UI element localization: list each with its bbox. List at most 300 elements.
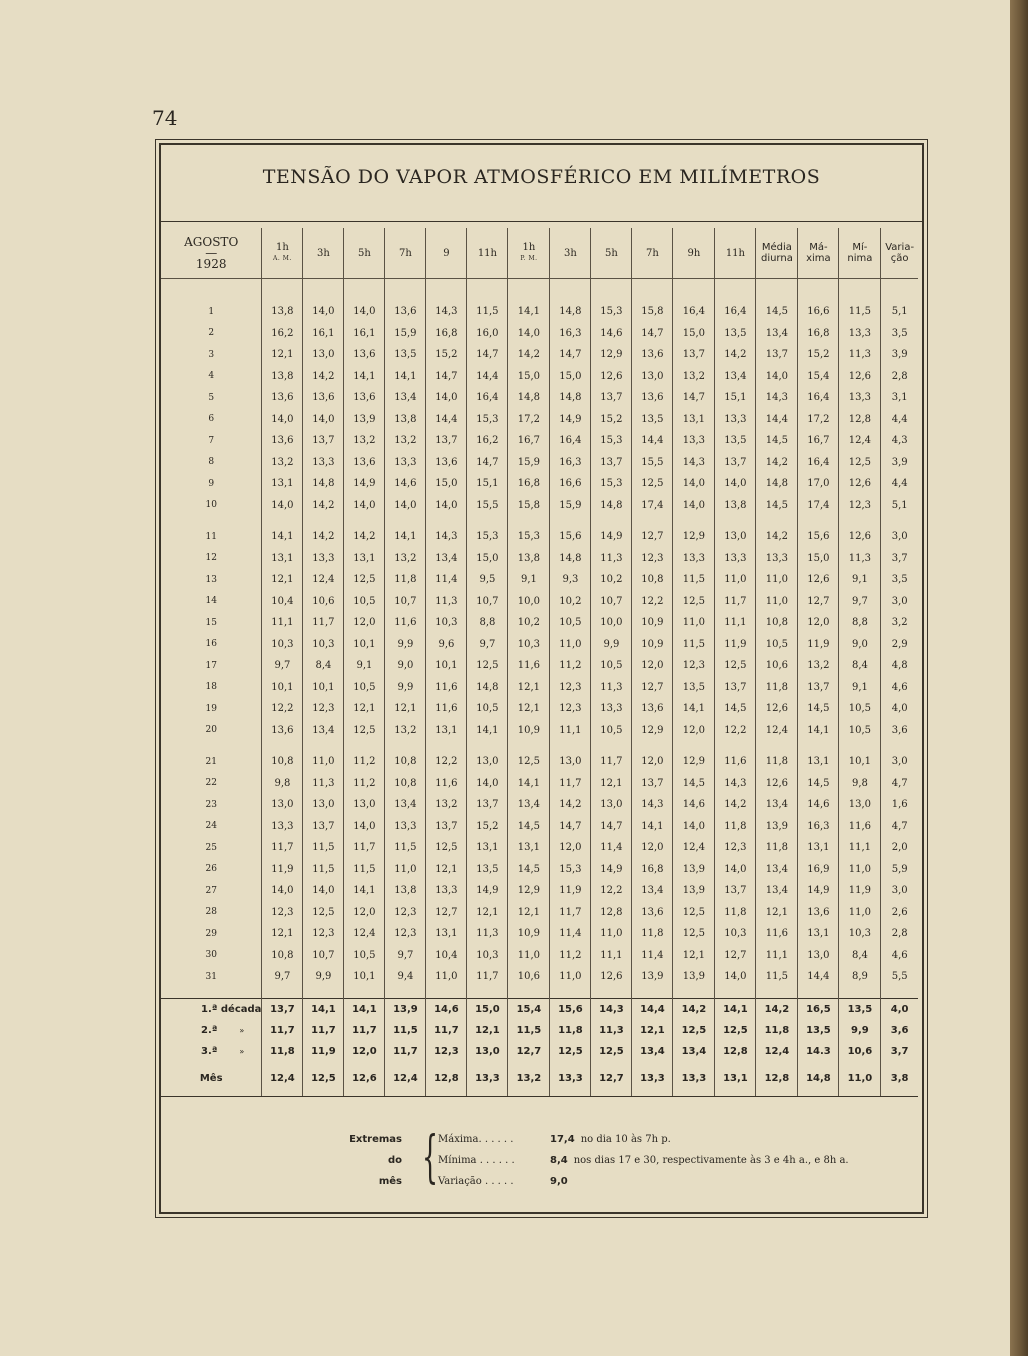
extremes-labels [340, 1129, 402, 1192]
value-cell: 3,7 [881, 548, 918, 570]
value-cell: 12,4 [303, 569, 344, 591]
value-cell: 14,7 [467, 452, 508, 474]
value-cell: 13,1 [344, 548, 385, 570]
value-cell: 13,5 [385, 344, 426, 366]
value-cell: 13,0 [798, 945, 839, 967]
value-cell: 14,9 [591, 859, 632, 881]
value-cell: 12,5 [673, 591, 715, 613]
day-cell: 28 [205, 907, 217, 918]
value-cell: 11,9 [262, 859, 303, 881]
extreme-min [438, 1150, 849, 1171]
value-cell: 14,3 [673, 452, 715, 474]
spacer-cell [839, 516, 881, 526]
value-cell: 14,7 [673, 387, 715, 409]
value-cell: 12,7 [798, 591, 839, 613]
hour-header [385, 228, 426, 279]
spacer-cell [508, 988, 550, 999]
value-cell: 13,6 [344, 344, 385, 366]
spacer-cell [673, 279, 715, 302]
value-cell: 15,2 [426, 344, 467, 366]
spacer-cell [881, 741, 918, 751]
value-cell: 14,2 [673, 998, 715, 1020]
value-cell: 12,3 [385, 902, 426, 924]
extreme-key: Mínima . . . . . . [438, 1155, 515, 1166]
value-cell: 12,2 [262, 698, 303, 720]
value-cell: 12,3 [303, 698, 344, 720]
value-cell: 12,0 [632, 837, 673, 859]
value-cell: 14,2 [756, 452, 798, 474]
value-cell: 4,0 [881, 698, 918, 720]
value-cell: 2,8 [881, 923, 918, 945]
hour-header [426, 228, 467, 279]
value-cell: 14,0 [344, 495, 385, 517]
value-cell: 9,3 [550, 569, 591, 591]
value-cell: 14,1 [508, 773, 550, 795]
value-cell: 17,4 [798, 495, 839, 517]
summary-row [161, 1020, 918, 1041]
value-cell: 11,7 [426, 1020, 467, 1041]
value-cell: 14,0 [344, 816, 385, 838]
value-cell: 11,6 [839, 816, 881, 838]
extreme-detail: no dia 10 às 7h p. [580, 1134, 671, 1145]
value-cell: 13,3 [839, 323, 881, 345]
value-cell: 13,0 [303, 794, 344, 816]
hour-header [508, 228, 550, 279]
book-binding [1010, 0, 1028, 1356]
value-cell: 16,7 [508, 430, 550, 452]
day-cell: 23 [205, 799, 217, 810]
hour-header [632, 228, 673, 279]
value-cell: 12,7 [632, 526, 673, 548]
value-cell: 13,5 [839, 998, 881, 1020]
value-cell: 11,6 [426, 677, 467, 699]
value-cell: 9,9 [385, 677, 426, 699]
value-cell: 5,1 [881, 301, 918, 323]
value-cell: 15,6 [550, 998, 591, 1020]
value-cell: 14,9 [550, 409, 591, 431]
value-cell: 11,0 [385, 859, 426, 881]
spacer-cell [467, 279, 508, 302]
value-cell: 13,4 [508, 794, 550, 816]
value-cell: 13,3 [426, 880, 467, 902]
value-cell: 12,9 [508, 880, 550, 902]
extremes-brace: { [422, 1125, 439, 1190]
value-cell: 14,8 [756, 473, 798, 495]
value-cell: 10,3 [467, 945, 508, 967]
table-row [161, 794, 918, 816]
value-cell: 12,1 [756, 902, 798, 924]
extreme-key: Máxima. . . . . . [438, 1134, 514, 1145]
spacer-cell [161, 988, 262, 999]
value-cell: 14,0 [673, 816, 715, 838]
value-cell: 13,9 [756, 816, 798, 838]
value-cell: 12,5 [344, 569, 385, 591]
value-cell: 12,4 [839, 430, 881, 452]
value-cell: 15,4 [508, 998, 550, 1020]
spacer-cell [262, 516, 303, 526]
value-cell: 13,0 [550, 751, 591, 773]
month-label: AGOSTO [184, 234, 239, 249]
value-cell: 12,3 [632, 548, 673, 570]
value-cell: 13,6 [632, 698, 673, 720]
value-cell: 13,4 [632, 880, 673, 902]
hour-label: 5h [605, 247, 618, 259]
day-cell: 4 [208, 371, 215, 382]
spacer-cell [798, 516, 839, 526]
value-cell: 12,3 [550, 698, 591, 720]
day-cell: 24 [205, 821, 217, 832]
summary-label [161, 998, 262, 1020]
value-cell: 13,3 [550, 1062, 591, 1097]
table-row [161, 773, 918, 795]
table-row [161, 902, 918, 924]
value-cell: 14,1 [715, 998, 756, 1020]
value-cell: 12,1 [508, 902, 550, 924]
value-cell: 16,5 [798, 998, 839, 1020]
value-cell: 13,2 [673, 366, 715, 388]
value-cell: 4,4 [881, 409, 918, 431]
value-cell: 14,1 [385, 366, 426, 388]
table-row [161, 409, 918, 431]
value-cell: 13,2 [262, 452, 303, 474]
vapor-pressure-table [161, 228, 918, 1097]
value-cell: 12,5 [303, 1062, 344, 1097]
value-cell: 16,1 [303, 323, 344, 345]
value-cell: 8,4 [839, 655, 881, 677]
value-cell: 4,8 [881, 655, 918, 677]
value-cell: 12,6 [756, 698, 798, 720]
value-cell: 11,7 [550, 902, 591, 924]
value-cell: 16,8 [632, 859, 673, 881]
value-cell: 13,6 [385, 301, 426, 323]
value-cell: 15,2 [798, 344, 839, 366]
value-cell: 14,1 [303, 998, 344, 1020]
value-cell: 8,8 [467, 612, 508, 634]
value-cell: 2,8 [881, 366, 918, 388]
value-cell: 14,0 [756, 366, 798, 388]
value-cell: 13,7 [262, 998, 303, 1020]
spacer-row [161, 988, 918, 999]
value-cell: 13,7 [673, 344, 715, 366]
value-cell: 12,5 [673, 902, 715, 924]
value-cell: 13,1 [467, 837, 508, 859]
value-cell: 11,0 [508, 945, 550, 967]
value-cell: 10,8 [262, 945, 303, 967]
value-cell: 13,0 [715, 526, 756, 548]
value-cell: 11,5 [303, 859, 344, 881]
value-cell: 12,9 [591, 344, 632, 366]
extremes-label-3: mês [378, 1176, 402, 1187]
value-cell: 12,6 [839, 526, 881, 548]
value-cell: 12,3 [426, 1041, 467, 1062]
value-cell: 12,4 [262, 1062, 303, 1097]
table-row [161, 452, 918, 474]
value-cell: 10,9 [632, 634, 673, 656]
value-cell: 15,4 [798, 366, 839, 388]
extreme-key: Variação . . . . . [438, 1176, 514, 1187]
day-cell: 8 [208, 457, 215, 468]
value-cell: 9,1 [344, 655, 385, 677]
value-cell: 14,2 [756, 998, 798, 1020]
hour-label: 3h [564, 247, 577, 259]
value-cell: 14,8 [303, 473, 344, 495]
value-cell: 13,9 [385, 998, 426, 1020]
value-cell: 3,2 [881, 612, 918, 634]
value-cell: 14,2 [344, 526, 385, 548]
spacer-cell [303, 741, 344, 751]
value-cell: 10,8 [632, 569, 673, 591]
value-cell: 3,5 [881, 569, 918, 591]
value-cell: 12,3 [715, 837, 756, 859]
value-cell: 11,2 [550, 945, 591, 967]
hour-label: 9 [443, 247, 450, 259]
value-cell: 12,1 [344, 698, 385, 720]
value-cell: 5,9 [881, 859, 918, 881]
year-label: 1928 [195, 256, 227, 271]
value-cell: 13,4 [303, 720, 344, 742]
value-cell: 11,0 [839, 1062, 881, 1097]
value-cell: 11,5 [467, 301, 508, 323]
value-cell: 14,3 [591, 998, 632, 1020]
value-cell: 14,8 [550, 301, 591, 323]
spacer-cell [467, 516, 508, 526]
value-cell: 10,2 [508, 612, 550, 634]
spacer-cell [344, 279, 385, 302]
day-cell: 16 [205, 639, 217, 650]
value-cell: 12,4 [344, 923, 385, 945]
value-cell: 14,2 [715, 794, 756, 816]
value-cell: 13,6 [632, 387, 673, 409]
value-cell: 10,1 [262, 677, 303, 699]
value-cell: 12,4 [756, 720, 798, 742]
value-cell: 14,8 [508, 387, 550, 409]
value-cell: 14,9 [344, 473, 385, 495]
spacer-cell [508, 279, 550, 302]
value-cell: 11,5 [344, 859, 385, 881]
value-cell: 13,7 [303, 816, 344, 838]
value-cell: 9,8 [262, 773, 303, 795]
value-cell: 2,6 [881, 902, 918, 924]
ditto-mark: » [239, 1046, 245, 1056]
value-cell: 14,8 [467, 677, 508, 699]
value-cell: 13,6 [344, 387, 385, 409]
table-row [161, 698, 918, 720]
value-cell: 16,2 [467, 430, 508, 452]
value-cell: 14,5 [508, 859, 550, 881]
value-cell: 10,9 [508, 923, 550, 945]
value-cell: 13,1 [798, 837, 839, 859]
value-cell: 12,3 [550, 677, 591, 699]
value-cell: 13,0 [303, 344, 344, 366]
value-cell: 13,4 [756, 323, 798, 345]
value-cell: 10,6 [508, 966, 550, 988]
month-dash: — [205, 245, 218, 260]
hour-header [344, 228, 385, 279]
table-row [161, 612, 918, 634]
value-cell: 10,6 [756, 655, 798, 677]
spacer-cell [344, 988, 385, 999]
value-cell: 13,8 [262, 366, 303, 388]
value-cell: 12,5 [673, 1020, 715, 1041]
value-cell: 13,0 [591, 794, 632, 816]
value-cell: 9,7 [262, 655, 303, 677]
value-cell: 16,9 [798, 859, 839, 881]
value-cell: 11,0 [839, 902, 881, 924]
day-cell: 3 [208, 349, 215, 360]
value-cell: 12,0 [632, 751, 673, 773]
value-cell: 11,3 [467, 923, 508, 945]
value-cell: 12,0 [673, 720, 715, 742]
value-cell: 15,5 [467, 495, 508, 517]
value-cell: 11,7 [550, 773, 591, 795]
spacer-cell [303, 516, 344, 526]
spacer-cell [632, 516, 673, 526]
hour-label: 7h [399, 247, 412, 259]
hour-header [715, 228, 756, 279]
value-cell: 16,4 [715, 301, 756, 323]
table-row [161, 859, 918, 881]
value-cell: 15,1 [715, 387, 756, 409]
spacer-cell [467, 988, 508, 999]
value-cell: 4,6 [881, 945, 918, 967]
value-cell: 11,8 [550, 1020, 591, 1041]
value-cell: 14,0 [303, 409, 344, 431]
value-cell: 12,6 [344, 1062, 385, 1097]
value-cell: 12,2 [632, 591, 673, 613]
value-cell: 12,7 [715, 945, 756, 967]
value-cell: 9,4 [385, 966, 426, 988]
value-cell: 15,3 [591, 301, 632, 323]
value-cell: 13,8 [262, 301, 303, 323]
table-row [161, 344, 918, 366]
value-cell: 15,0 [673, 323, 715, 345]
stat-header: Má- xima [798, 228, 839, 279]
value-cell: 16,0 [467, 323, 508, 345]
value-cell: 11,3 [591, 548, 632, 570]
hour-header [591, 228, 632, 279]
value-cell: 10,4 [426, 945, 467, 967]
value-cell: 9,9 [303, 966, 344, 988]
hour-period: A. M. [273, 255, 292, 262]
month-row-label: Mês [161, 1062, 262, 1097]
value-cell: 12,5 [839, 452, 881, 474]
day-cell: 30 [205, 950, 217, 961]
value-cell: 4,7 [881, 816, 918, 838]
value-cell: 16,8 [798, 323, 839, 345]
value-cell: 14,0 [467, 773, 508, 795]
hour-label: 9h [687, 247, 701, 259]
value-cell: 10,1 [303, 677, 344, 699]
value-cell: 4,3 [881, 430, 918, 452]
hour-label: 7h [646, 247, 659, 259]
table-row [161, 430, 918, 452]
value-cell: 13,0 [839, 794, 881, 816]
value-cell: 9,0 [385, 655, 426, 677]
value-cell: 8,9 [839, 966, 881, 988]
value-cell: 13,1 [508, 837, 550, 859]
value-cell: 14,1 [632, 816, 673, 838]
value-cell: 11,3 [839, 344, 881, 366]
value-cell: 14,5 [673, 773, 715, 795]
extreme-max [438, 1129, 849, 1150]
value-cell: 14,7 [550, 344, 591, 366]
value-cell: 12,1 [426, 859, 467, 881]
value-cell: 15,0 [467, 998, 508, 1020]
value-cell: 12,5 [591, 1041, 632, 1062]
value-cell: 4,6 [881, 677, 918, 699]
value-cell: 2,9 [881, 634, 918, 656]
spacer-cell [798, 988, 839, 999]
value-cell: 11,5 [385, 1020, 426, 1041]
extremes-label-1: Extremas [349, 1134, 402, 1145]
hour-header [262, 228, 303, 279]
spacer-row [161, 741, 918, 751]
value-cell: 10,5 [591, 720, 632, 742]
value-cell: 13,3 [673, 548, 715, 570]
value-cell: 11,8 [756, 1020, 798, 1041]
table-row [161, 366, 918, 388]
value-cell: 11,7 [303, 1020, 344, 1041]
value-cell: 14,1 [798, 720, 839, 742]
value-cell: 10,8 [756, 612, 798, 634]
spacer-cell [881, 279, 918, 302]
summary-label-text: 1.ª década [201, 1003, 262, 1015]
value-cell: 13,5 [715, 323, 756, 345]
stat-header: Média diurna [756, 228, 798, 279]
value-cell: 12,1 [673, 945, 715, 967]
spacer-cell [262, 279, 303, 302]
value-cell: 12,5 [508, 751, 550, 773]
value-cell: 15,3 [508, 526, 550, 548]
value-cell: 13,2 [508, 1062, 550, 1097]
value-cell: 14,0 [715, 966, 756, 988]
value-cell: 8,8 [839, 612, 881, 634]
value-cell: 11,7 [385, 1041, 426, 1062]
value-cell: 11,5 [673, 569, 715, 591]
value-cell: 14,6 [798, 794, 839, 816]
table-row [161, 569, 918, 591]
value-cell: 15,3 [550, 859, 591, 881]
value-cell: 5,5 [881, 966, 918, 988]
value-cell: 16,3 [798, 816, 839, 838]
value-cell: 14,3 [715, 773, 756, 795]
value-cell: 12,0 [632, 655, 673, 677]
table-row [161, 816, 918, 838]
value-cell: 16,4 [798, 387, 839, 409]
spacer-cell [715, 516, 756, 526]
value-cell: 11,2 [550, 655, 591, 677]
value-cell: 12,8 [715, 1041, 756, 1062]
value-cell: 14,7 [632, 323, 673, 345]
spacer-cell [161, 741, 262, 751]
value-cell: 13,3 [715, 409, 756, 431]
value-cell: 12,1 [632, 1020, 673, 1041]
day-cell: 12 [205, 553, 217, 564]
value-cell: 10,5 [467, 698, 508, 720]
stat-header: Varia- ção [881, 228, 918, 279]
value-cell: 11,0 [591, 923, 632, 945]
value-cell: 13,7 [756, 344, 798, 366]
value-cell: 15,9 [550, 495, 591, 517]
value-cell: 10,9 [508, 720, 550, 742]
value-cell: 12,5 [715, 1020, 756, 1041]
value-cell: 3,6 [881, 1020, 918, 1041]
value-cell: 11,1 [262, 612, 303, 634]
value-cell: 12,1 [508, 677, 550, 699]
value-cell: 11,7 [262, 837, 303, 859]
month-row [161, 1062, 918, 1097]
value-cell: 14,1 [344, 880, 385, 902]
